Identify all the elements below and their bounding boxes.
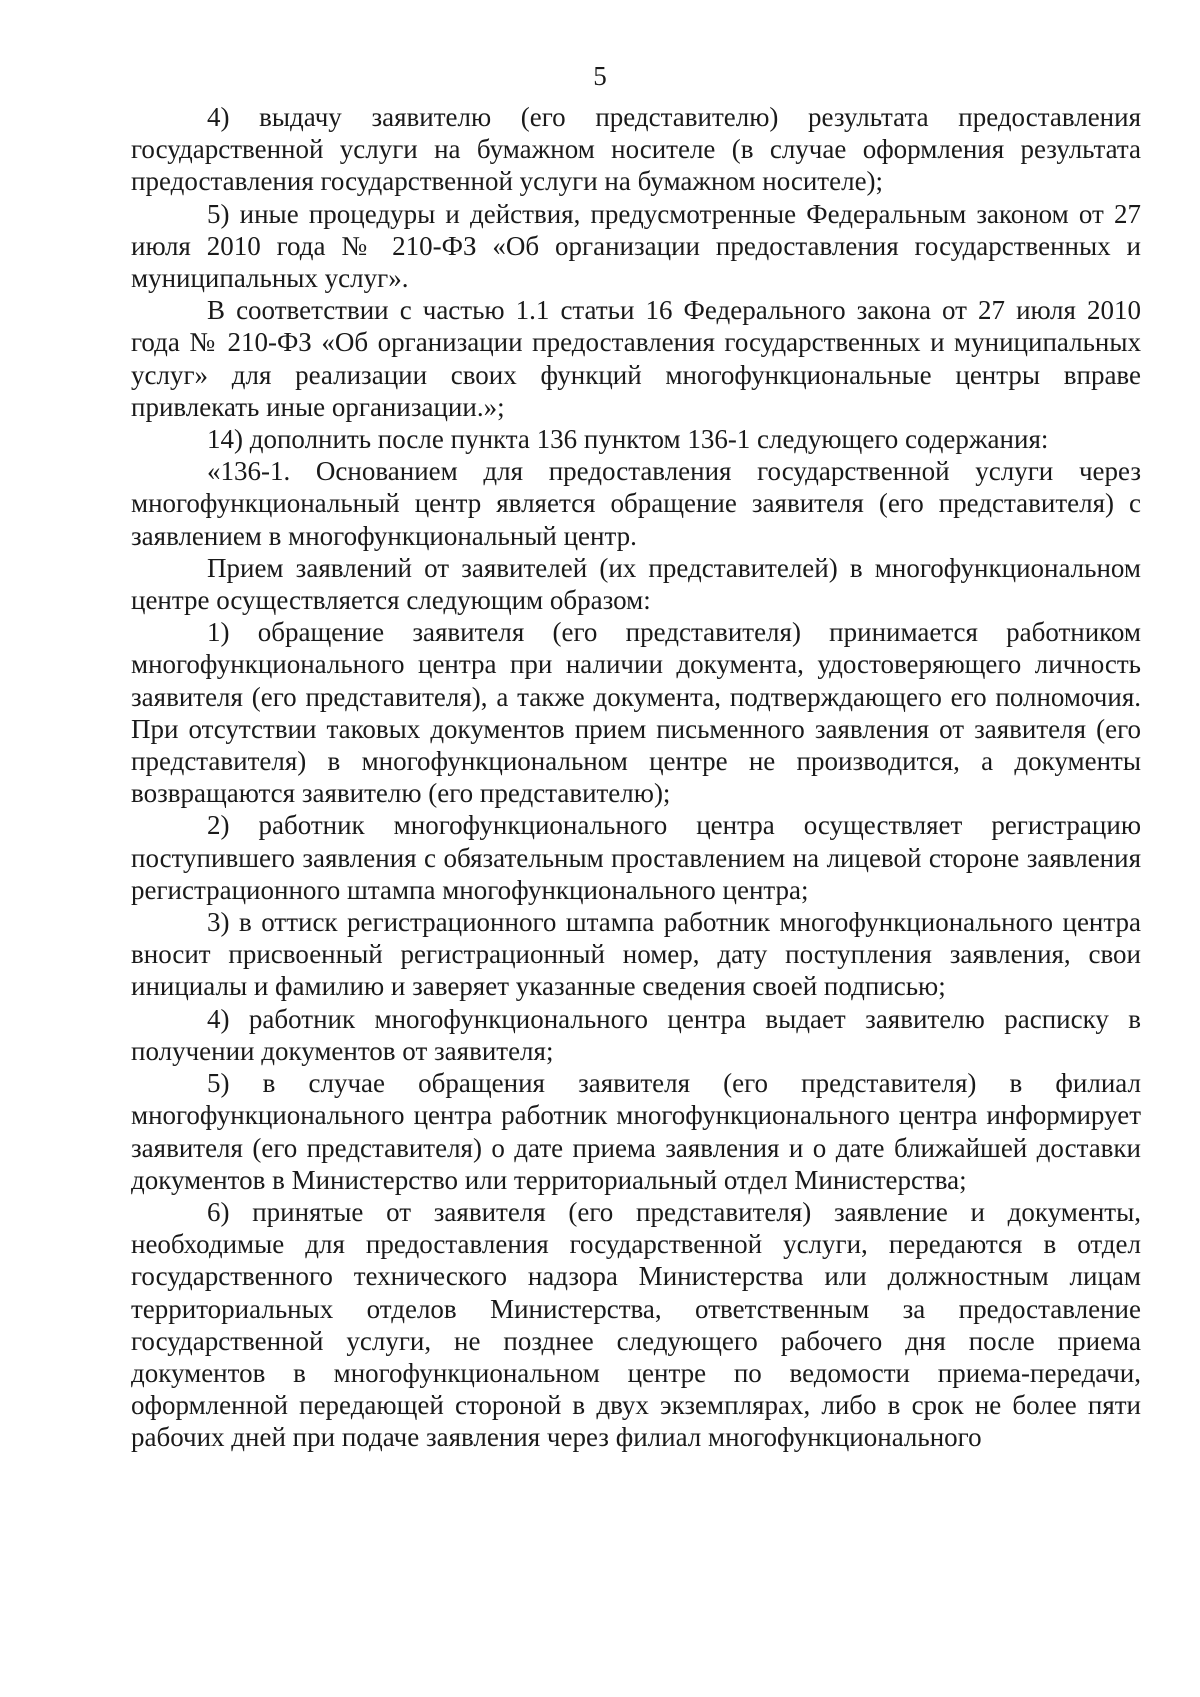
paragraph-136-1-basis: «136-1. Основанием для предоставления государственной услуги через многофункциональный центр является обращение заявителя (его представителя) с заявлением в многофункциональный центр. — [131, 456, 1141, 551]
paragraph-reception-procedure: Прием заявлений от заявителей (их представителей) в многофункциональном центре осуществляется следующим образом: — [131, 552, 1141, 616]
paragraph-step-1-appeal: 1) обращение заявителя (его представителя) принимается работником многофункционального центра при наличии документа, удостоверяющего личность заявителя (его представителя), а также документа, подтверждающего его полномочия. При отсутствии таковых документов прием письменного заявления от заявителя (его представителя) в многофункциональном центре не производится, а документы возвращаются заявителю (его представителю); — [131, 617, 1141, 809]
paragraph-item-4-issuance: 4) выдачу заявителю (его представителю) результата предоставления государственной услуги на бумажном носителе (в случае оформления результата предоставления государственной услуги на бумажном носителе); — [131, 102, 1141, 197]
paragraph-step-2-registration: 2) работник многофункционального центра осуществляет регистрацию поступившего заявления с обязательным проставлением на лицевой стороне заявления регистрационного штампа многофункционального центра; — [131, 810, 1141, 905]
paragraph-step-6-transfer: 6) принятые от заявителя (его представителя) заявление и документы, необходимые для предоставления государственной услуги, передаются в отдел государственного технического надзора Министерства или должностным лицам территориальных отделов Министерства, ответственным за предоставление государственной услуги, не позднее следующего рабочего дня после приема документов в многофункциональном центре по ведомости приема-передачи, оформленной передающей стороной в двух экземплярах, либо в срок не более пяти рабочих дней при подаче заявления через филиал многофункционального — [131, 1196, 1141, 1453]
paragraph-amendment-14: 14) дополнить после пункта 136 пунктом 136-1 следующего содержания: — [207, 424, 1049, 455]
page-number: 5 — [593, 61, 607, 91]
paragraph-article-16-reference: В соответствии с частью 1.1 статьи 16 Федерального закона от 27 июля 2010 года № 210-ФЗ «Об организации предоставления государственных и муниципальных услуг» для реализации своих функций многофункциональные центры вправе привлекать иные организации.»; — [131, 295, 1141, 422]
document-body — [131, 101, 1141, 1454]
paragraph-step-4-receipt: 4) работник многофункционального центра выдает заявителю расписку в получении документов от заявителя; — [131, 1003, 1141, 1066]
paragraph-step-3-stamp: 3) в оттиск регистрационного штампа работник многофункционального центра вносит присвоенный регистрационный номер, дату поступления заявления, свои инициалы и фамилию и заверяет указанные сведения своей подписью; — [131, 907, 1141, 1002]
paragraph-step-5-branch: 5) в случае обращения заявителя (его представителя) в филиал многофункционального центра работник многофункционального центра информирует заявителя (его представителя) о дате приема заявления и о дате ближайшей доставки документов в Министерство или территориальный отдел Министерства; — [131, 1068, 1141, 1195]
paragraph-item-5-other-procedures: 5) иные процедуры и действия, предусмотренные Федеральным законом от 27 июля 2010 года № 210-ФЗ «Об организации предоставления государственных и муниципальных услуг». — [131, 198, 1141, 294]
